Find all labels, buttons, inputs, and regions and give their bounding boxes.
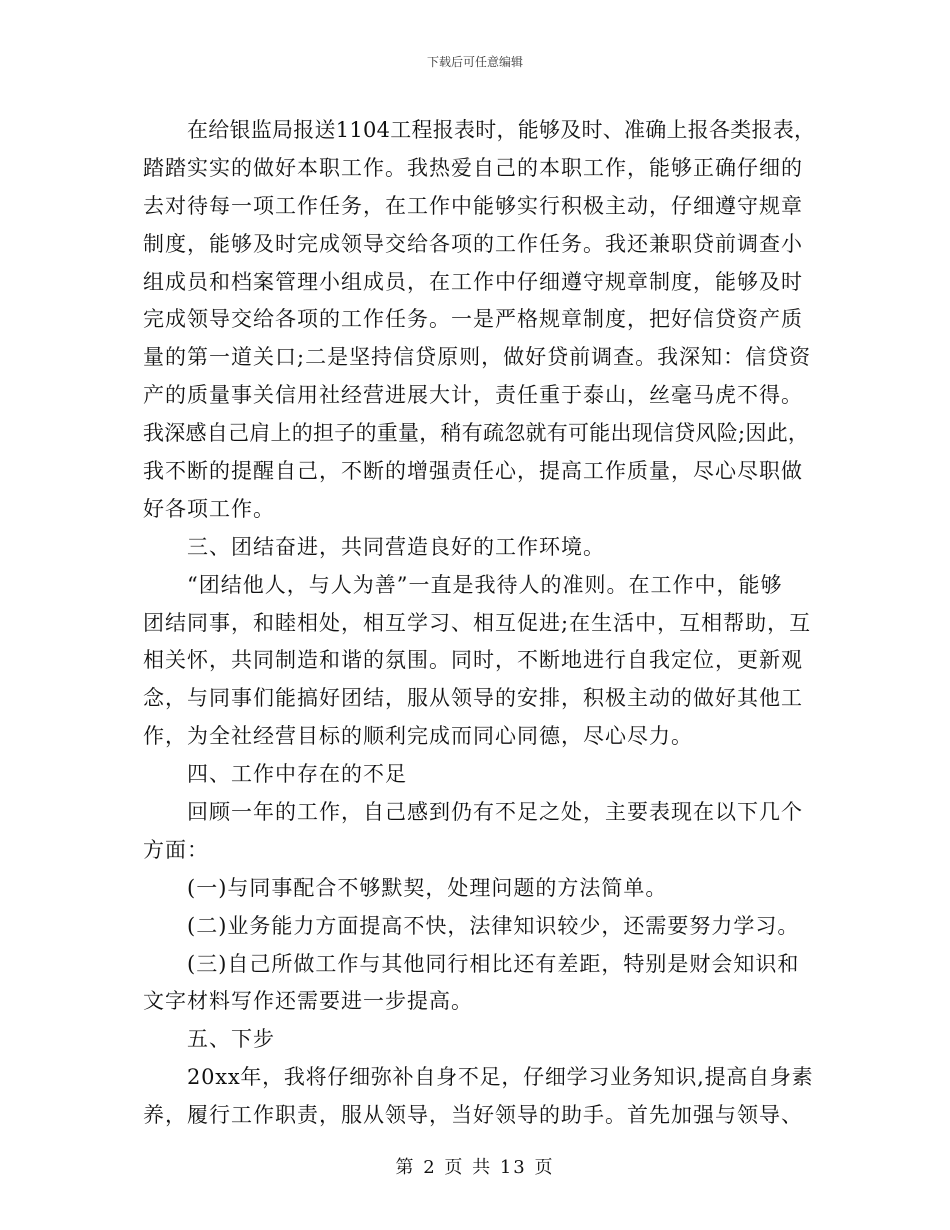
text-line: (一)与同事配合不够默契，处理问题的方法简单。 <box>187 875 668 900</box>
text-line: 在给银监局报送1104工程报表时，能够及时、准确上报各类报表， <box>187 118 815 142</box>
text-line: (三)自己所做工作与其他同行相比还有差距，特别是财会知识和 <box>187 951 800 976</box>
text-line: 20xx年，我将仔细弥补自身不足，仔细学习业务知识,提高自身素 <box>187 1065 814 1090</box>
text-line: 方面： <box>143 837 209 862</box>
text-line: 踏踏实实的做好本职工作。我热爱自己的本职工作，能够正确仔细的 <box>143 155 803 180</box>
text-line: 团结同事，和睦相处，相互学习、相互促进;在生活中，互相帮助，互 <box>143 610 812 635</box>
text-line: 量的第一道关口;二是坚持信贷原则，做好贷前调查。我深知：信贷资 <box>143 345 812 370</box>
text-line: 作，为全社经营目标的顺利完成而同心同德，尽心尽力。 <box>143 724 693 749</box>
text-line: 我不断的提醒自己，不断的增强责任心，提高工作质量，尽心尽职做 <box>143 459 803 484</box>
text-line: 五、下步 <box>187 1027 275 1052</box>
text-line: “团结他人，与人为善”一直是我待人的准则。在工作中，能够 <box>187 572 783 597</box>
text-line: (二)业务能力方面提高不快，法律知识较少，还需要努力学习。 <box>187 913 800 938</box>
text-line: 产的质量事关信用社经营进展大计，责任重于泰山，丝毫马虎不得。 <box>143 383 803 408</box>
text-line: 完成领导交给各项的工作任务。一是严格规章制度，把好信贷资产质 <box>143 307 803 332</box>
page-number: 第 2 页 共 13 页 <box>395 1157 555 1178</box>
text-line: 好各项工作。 <box>143 496 275 521</box>
text-line: 文字材料写作还需要进一步提高。 <box>143 989 473 1014</box>
text-line: 去对待每一项工作任务，在工作中能够实行积极主动，仔细遵守规章 <box>143 193 803 218</box>
text-line: 组成员和档案管理小组成员，在工作中仔细遵守规章制度，能够及时 <box>143 269 803 294</box>
text-line: 三、团结奋进，共同营造良好的工作环境。 <box>187 534 605 559</box>
text-line: 回顾一年的工作，自己感到仍有不足之处，主要表现在以下几个 <box>187 800 803 825</box>
text-line: 相关怀，共同制造和谐的氛围。同时，不断地进行自我定位，更新观 <box>143 648 803 673</box>
document-body <box>143 112 815 1135</box>
text-line: 我深感自己肩上的担子的重量，稍有疏忽就有可能出现信贷风险;因此， <box>143 421 810 446</box>
text-line: 养，履行工作职责，服从领导，当好领导的助手。首先加强与领导、 <box>143 1103 803 1128</box>
text-line: 念，与同事们能搞好团结，服从领导的安排，积极主动的做好其他工 <box>143 686 803 711</box>
text-line: 制度，能够及时完成领导交给各项的工作任务。我还兼职贷前调查小 <box>143 231 803 256</box>
text-line: 四、工作中存在的不足 <box>187 762 407 787</box>
page-header: 下载后可任意编辑 <box>426 55 523 69</box>
